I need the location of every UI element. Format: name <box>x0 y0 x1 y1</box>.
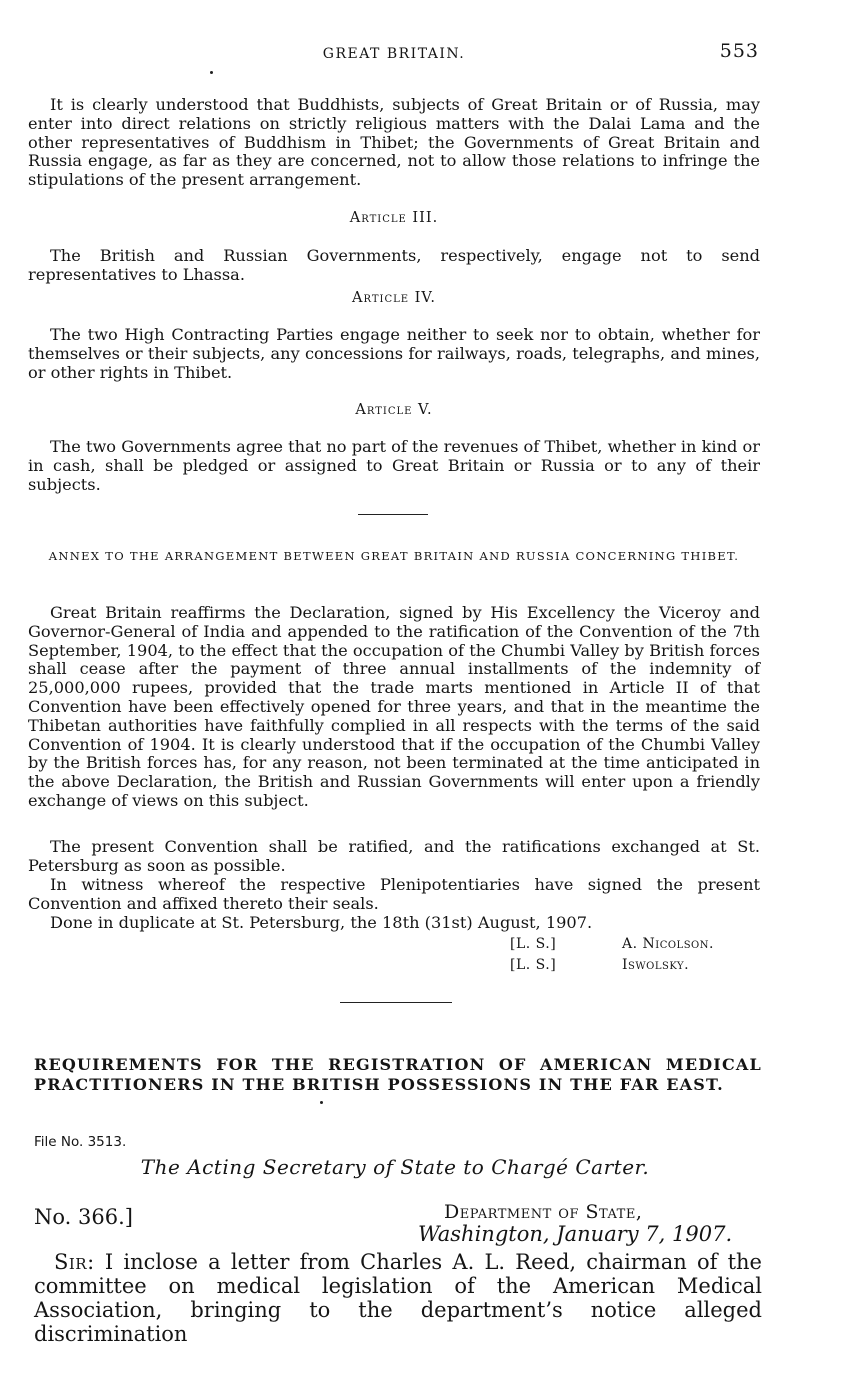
article-iv-text: The two High Contracting Parties engage neither to seek nor to obtain, whether for themselves or their subjects, any concessions for railways, roads, telegraphs, and mines, or other rights in Thibet. <box>28 325 760 382</box>
department-name: Department of State, <box>444 1201 643 1223</box>
section-divider-2 <box>340 1002 452 1003</box>
article-iii-text: The British and Russian Governments, respectively, engage not to send representatives to Lhassa. <box>28 246 760 284</box>
ratification-paragraph: The present Convention shall be ratified, and the ratifications exchanged at St. Petersburg as soon as possible. <box>28 837 760 875</box>
page-number: 553 <box>719 40 759 62</box>
print-speck <box>210 71 213 74</box>
article-iii-heading: Article III. <box>349 210 439 226</box>
document-number: No. 366.] <box>34 1205 133 1229</box>
signatory-1: A. Nicolson. <box>622 936 714 952</box>
file-number: File No. 3513. <box>34 1134 127 1150</box>
annex-heading: ANNEX TO THE ARRANGEMENT BETWEEN GREAT BRITAIN AND RUSSIA CONCERNING THIBET. <box>48 549 740 563</box>
intro-paragraph: It is clearly understood that Buddhists, subjects of Great Britain or of Russia, may enter into direct relations on strictly religious matters with the Dalai Lama and the other representatives of Buddhism in Thibet; the Governments of Great Britain and Russia engage, as far as they are concerned, not to allow those relations to infringe the stipulations of the present arrangement. <box>28 95 760 190</box>
article-iv-heading: Article IV. <box>352 290 436 306</box>
salutation: Sir: <box>54 1250 95 1274</box>
running-title: GREAT BRITAIN. <box>322 46 466 62</box>
seal-2: [L. S.] <box>510 957 557 973</box>
letter-body <box>34 1250 762 1346</box>
article-v-text: The two Governments agree that no part of the revenues of Thibet, whether in kind or in cash, shall be pledged or assigned to Great Britain or Russia or to any of their subjects. <box>28 437 760 494</box>
print-speck-2 <box>320 1101 323 1104</box>
annex-paragraph: Great Britain reaffirms the Declaration, signed by His Excellency the Viceroy and Governor-General of India and appended to the ratification of the Convention of the 7th September, 1904, to the effect that the occupation of the Chumbi Valley by British forces shall cease after the payment of three annual installments of the indemnity of 25,000,000 rupees, provided that the trade marts mentioned in Article II of that Convention have been effectively opened for three years, and that in the meantime the Thibetan authorities have faithfully complied in all respects with the terms of the said Convention of 1904. It is clearly understood that if the occupation of the Chumbi Valley by the British forces has, for any reason, not been terminated at the time anticipated in the above Declaration, the British and Russian Governments will enter upon a friendly exchange of views on this subject. <box>28 603 760 810</box>
place-date: Washington, January 7, 1907. <box>418 1222 733 1246</box>
letter-text: I inclose a letter from Charles A. L. Reed, chairman of the committee on medical legislation of the American Medical Association, bringing to the department’s notice alleged discrimination <box>34 1250 762 1346</box>
section-heading: REQUIREMENTS FOR THE REGISTRATION OF AMERICAN MEDICAL PRACTITIONERS IN THE BRITISH POSSESSIONS IN THE FAR EAST. <box>34 1055 762 1094</box>
signatory-2: Iswolsky. <box>622 957 690 973</box>
letter-subtitle: The Acting Secretary of State to Chargé Carter. <box>140 1155 650 1179</box>
section-divider <box>358 514 428 515</box>
done-paragraph: Done in duplicate at St. Petersburg, the 18th (31st) August, 1907. <box>50 913 593 932</box>
article-v-heading: Article V. <box>355 402 433 418</box>
seal-1: [L. S.] <box>510 936 557 952</box>
witness-paragraph: In witness whereof the respective Plenipotentiaries have signed the present Convention and affixed thereto their seals. <box>28 875 760 913</box>
